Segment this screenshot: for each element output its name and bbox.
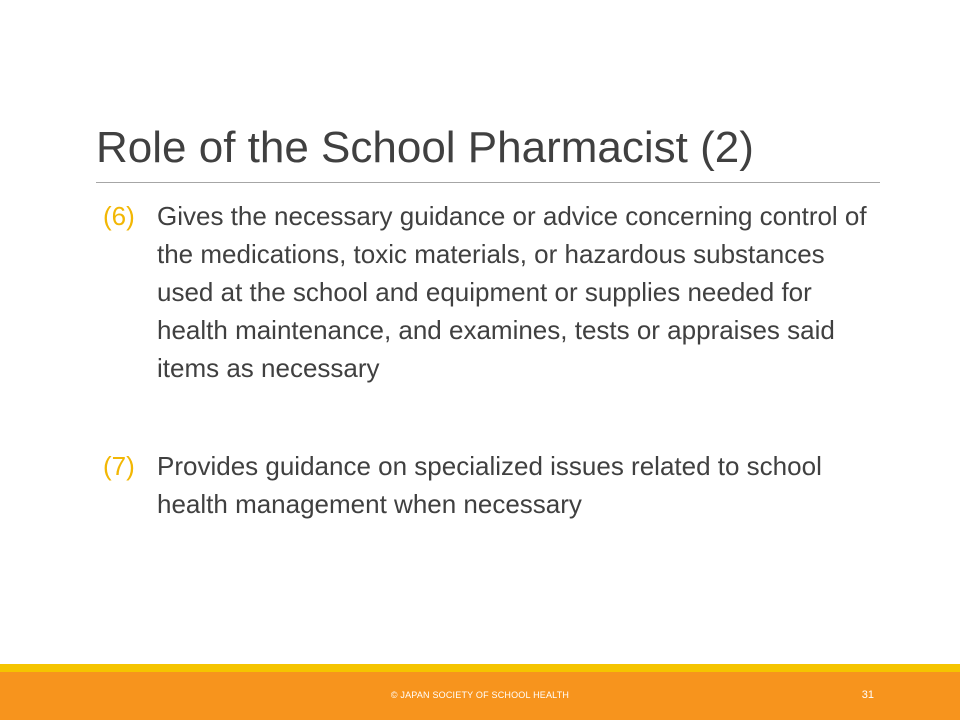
- item-number: (7): [103, 451, 135, 481]
- item-text: Provides guidance on specialized issues related to school health management when necessary: [157, 451, 822, 519]
- copyright-notice: © JAPAN SOCIETY OF SCHOOL HEALTH: [390, 690, 570, 700]
- title-divider: [96, 182, 880, 183]
- slide-title: Role of the School Pharmacist (2): [96, 123, 754, 172]
- item-number: (6): [103, 201, 135, 231]
- footer-accent-bar: [0, 664, 960, 672]
- list-item: [103, 197, 883, 387]
- list-item: [103, 447, 883, 523]
- page-number: 31: [861, 689, 874, 701]
- item-text: Gives the necessary guidance or advice concerning control of the medications, toxic materials, or hazardous substances used at the school and equipment or supplies needed for health maintenance, and examines, tests or appraises said items as necessary: [157, 201, 867, 383]
